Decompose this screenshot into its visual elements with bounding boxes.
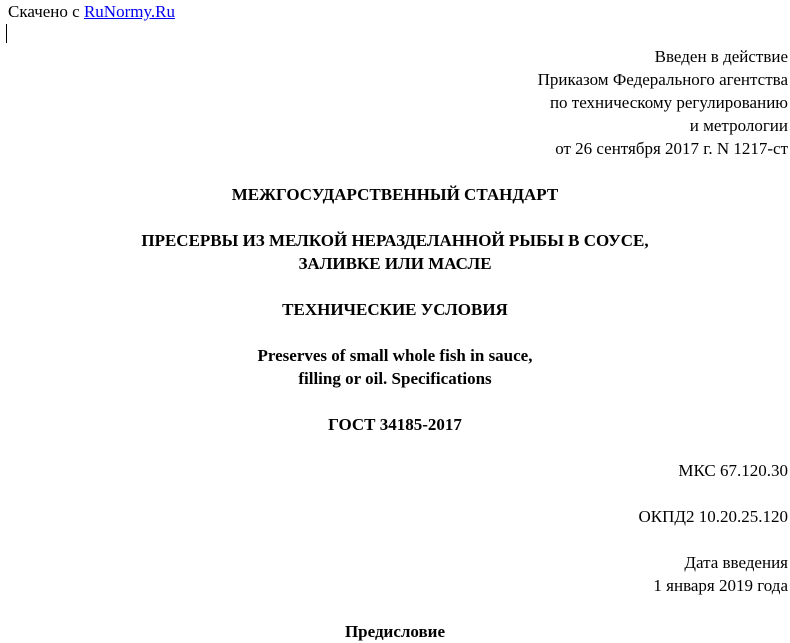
mks-code: МКС 67.120.30 bbox=[678, 461, 788, 480]
intro-line-2: Приказом Федерального агентства bbox=[537, 70, 788, 89]
runormy-link[interactable]: RuNormy.Ru bbox=[83, 2, 175, 21]
download-note bbox=[8, 0, 175, 23]
intro-date-label: Дата введения bbox=[684, 553, 788, 572]
intro-line-3: по техническому регулированию bbox=[549, 93, 788, 112]
standard-type-heading: МЕЖГОСУДАРСТВЕННЫЙ СТАНДАРТ bbox=[231, 185, 559, 204]
gost-number: ГОСТ 34185-2017 bbox=[328, 415, 462, 434]
title-line-1: ПРЕСЕРВЫ ИЗ МЕЛКОЙ НЕРАЗДЕЛАННОЙ РЫБЫ В СОУСЕ, bbox=[141, 231, 649, 250]
intro-line-1: Введен в действие bbox=[654, 47, 788, 66]
intro-date-value: 1 января 2019 года bbox=[653, 576, 788, 595]
subtitle-heading: ТЕХНИЧЕСКИЕ УСЛОВИЯ bbox=[282, 300, 508, 319]
okpd-code: ОКПД2 10.20.25.120 bbox=[638, 507, 788, 526]
english-title-line-1: Preserves of small whole fish in sauce, bbox=[257, 346, 533, 365]
english-title-line-2: filling or oil. Specifications bbox=[298, 369, 492, 388]
title-line-2: ЗАЛИВКЕ ИЛИ МАСЛЕ bbox=[298, 254, 492, 273]
preface-heading: Предисловие bbox=[344, 622, 446, 641]
text-cursor bbox=[6, 24, 7, 43]
intro-line-4: и метрологии bbox=[689, 116, 788, 135]
download-note-prefix: Скачено с bbox=[8, 2, 84, 21]
intro-line-5: от 26 сентября 2017 г. N 1217-ст bbox=[555, 139, 788, 158]
